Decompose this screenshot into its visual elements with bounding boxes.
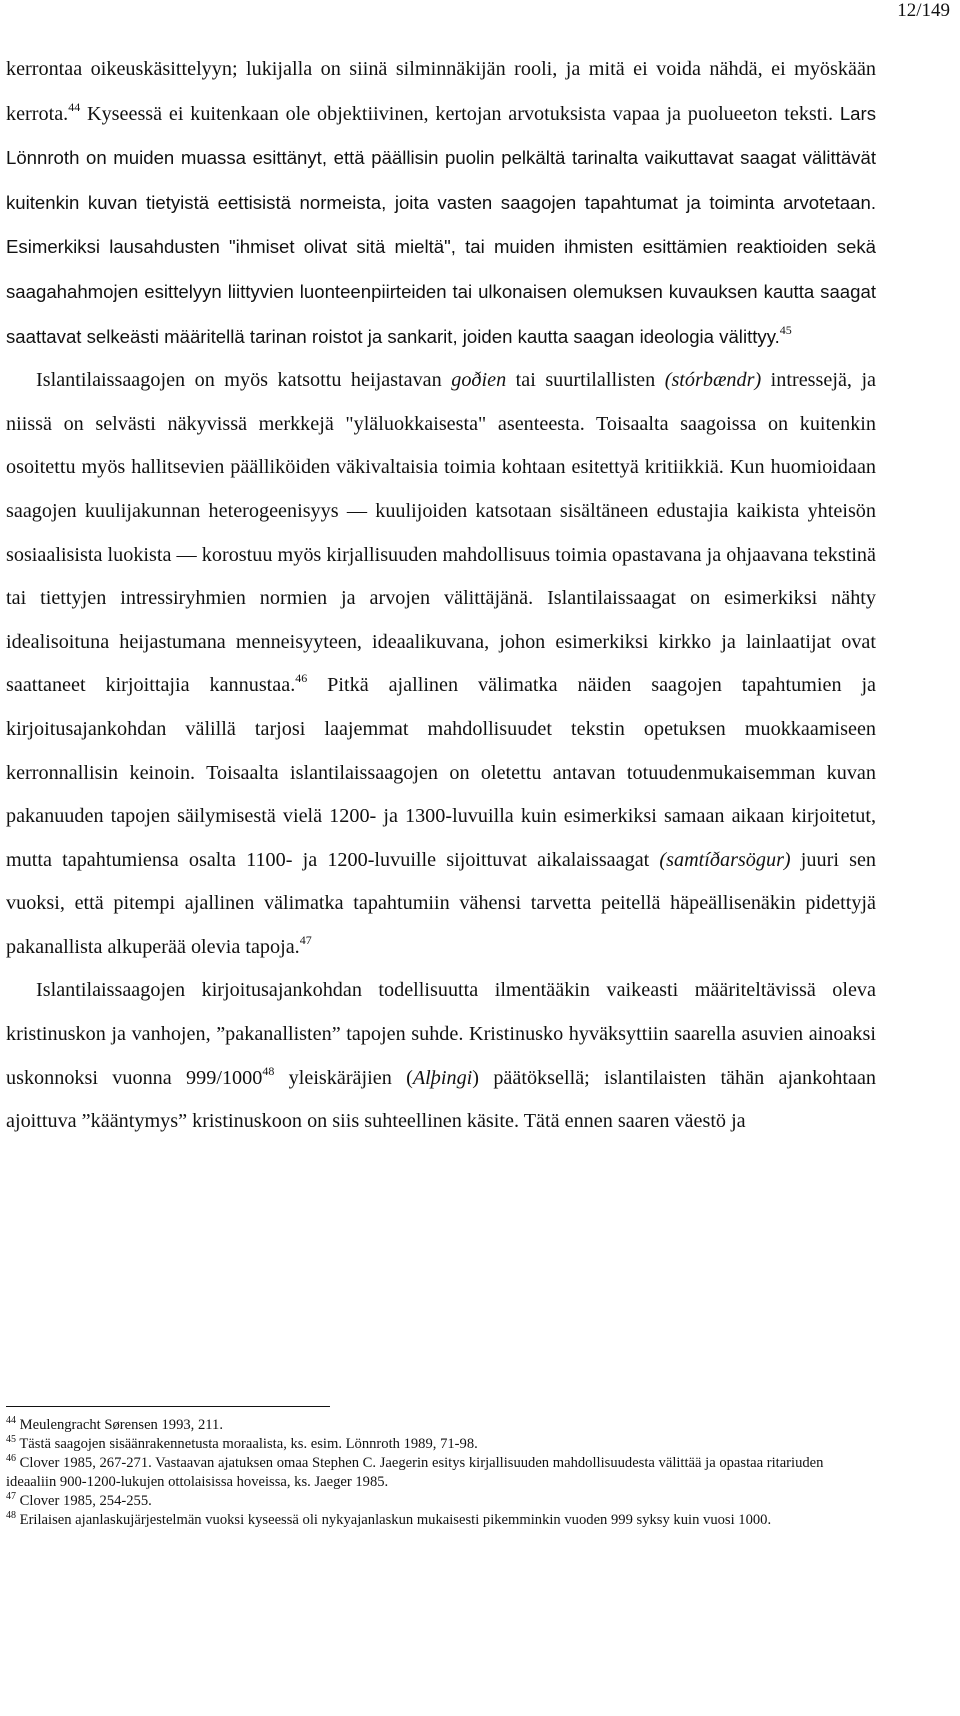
footnote: [6, 1492, 876, 1511]
footnote-reference: 44: [68, 99, 81, 114]
text-run: kerrontaa oikeuskäsittelyyn; lukijalla on siinä silminnäkijän rooli, ja mitä ei voida nähdä, ei myöskään kerrota.: [6, 58, 876, 125]
footnote-number: 45: [6, 1434, 16, 1445]
footnote-reference: 46: [295, 671, 308, 686]
footnote-text: Meulengracht Sørensen 1993, 211.: [19, 1417, 223, 1433]
footnote: [6, 1511, 876, 1530]
text-run: Pitkä ajallinen välimatka näiden saagojen tapahtumien ja kirjoitusajankohdan välillä tarjosi laajemmat mahdollisuudet tekstin opetuksen muokkaamiseen kerronnallisin keinoin. Toisaalta islantilaissaagojen on oletettu antavan totuudenmukaisemman kuvan pakanuuden tapojen säilymisestä vielä 1200- ja 1300-luvuilla kuin esimerkiksi samaan aikaan kirjoitetut, mutta tapahtumiensa osalta 1100- ja 1200-luvuille sijoittuvat aikalaissaagat: [6, 674, 877, 871]
italic-term: (stórbændr): [664, 369, 762, 392]
footnote-number: 46: [6, 1453, 16, 1464]
footnote-text: Erilaisen ajanlaskujärjestelmän vuoksi kyseessä oli nykyajanlaskun mukaisesti pikemminkin vuoden 999 syksy kuin vuosi 1000.: [19, 1512, 772, 1528]
italic-term: (samtíðarsögur): [659, 848, 791, 871]
text-run: tai suurtilallisten: [506, 369, 665, 392]
footnote-reference: 47: [299, 932, 312, 947]
text-run: ) päätöksellä; islantilaisten tähän ajankohtaan ajoittuva ”kääntymys” kristinuskoon on siis suhteellinen käsite. Tätä ennen saaren väestö ja: [6, 1066, 877, 1133]
text-run: Islantilaissaagojen kirjoitusajankohdan todellisuutta ilmentääkin vaikeasti määriteltävissä oleva kristinuskon ja vanhojen, ”pakanallisten” tapojen suhde. Kristinusko hyväksyttiin saarella asuvien ainoaksi uskonnoksi vuonna 999/1000: [6, 979, 876, 1089]
footnote: [6, 1435, 876, 1454]
text-run: juuri sen vuoksi, että pitempi ajallinen välimatka tapahtumiin vähensi tarvetta peitellä häpeällisenäkin pidettyjä pakanallista alkuperää olevia tapoja.: [6, 848, 876, 958]
text-run: Lars Lönnroth on muiden muassa esittänyt, että päällisin puolin pelkältä tarinalta vaikuttavat saagat välittävät kuitenkin kuvan tietyistä eettisistä normeista, joita vasten saagojen tapahtumat ja toiminta arvotetaan. Esimerkiksi lausahdusten "ihmiset olivat sitä mieltä", tai muiden ihmisten esittämien reaktioiden sekä saagahahmojen esittelyyn liittyvien luonteenpiirteiden tai ulkonaisen olemuksen kuvauksen kautta saagat saattavat selkeästi määritellä tarinan roistot ja sankarit, joiden kautta saagan ideologia välittyy.: [6, 102, 876, 347]
footnote: [6, 1454, 876, 1492]
footnote-text: Clover 1985, 254-255.: [19, 1493, 152, 1509]
footnotes: [6, 1416, 876, 1530]
footnote-reference: 48: [262, 1063, 275, 1078]
text-run: Islantilaissaagojen on myös katsottu heijastavan: [36, 369, 452, 392]
footnote-text: Tästä saagojen sisäänrakennetusta moraalista, ks. esim. Lönnroth 1989, 71-98.: [19, 1436, 478, 1452]
text-run: yleiskäräjien (: [274, 1066, 413, 1089]
paragraph: [6, 48, 876, 359]
paragraph: [6, 359, 876, 969]
footnote-text: Clover 1985, 267-271. Vastaavan ajatuksen omaa Stephen C. Jaegerin esitys kirjallisuuden mahdollisuudesta välittää ja opastaa ritariuden ideaaliin 900-1200-lukujen ottolaisissa hoveissa, ks. Jaeger 1985.: [6, 1455, 824, 1490]
paragraph: [6, 969, 876, 1143]
footnote: [6, 1416, 876, 1435]
text-run: intressejä, ja niissä on selvästi näkyvissä merkkejä "yläluokkaisesta" asenteesta. Toisaalta saagoissa on kuitenkin osoitettu myös hallitsevien päälliköiden väkivaltaisia toimia kohtaan esitettyä kritiikkiä. Kun huomioidaan saagojen kuulijakunnan heterogeenisyys — kuulijoiden katsotaan sisältäneen edustajia kaikista yhteisön sosiaalisista luokista — korostuu myös kirjallisuuden mahdollisuus toimia opastavana ja ohjaavana tekstinä tai tiettyjen intressiryhmien normien ja arvojen välittäjänä. Islantilaissaagat on esimerkiksi nähty idealisoituna heijastumana menneisyyteen, ideaalikuvana, johon esimerkiksi kirkko ja lainlaatijat ovat saattaneet kirjoittajia kannustaa.: [6, 369, 877, 697]
italic-term: goðien: [451, 369, 507, 392]
text-run: Kyseessä ei kuitenkaan ole objektiivinen, kertojan arvotuksista vapaa ja puolueeton teksti.: [80, 102, 840, 125]
page-number: 12/149: [897, 0, 950, 21]
footnote-divider: [6, 1406, 330, 1407]
body-text: [6, 48, 876, 1144]
footnote-number: 44: [6, 1415, 16, 1426]
footnote-number: 47: [6, 1491, 16, 1502]
italic-term: Alþingi: [412, 1066, 473, 1089]
footnote-reference: 45: [779, 322, 792, 337]
footnote-number: 48: [6, 1510, 16, 1521]
